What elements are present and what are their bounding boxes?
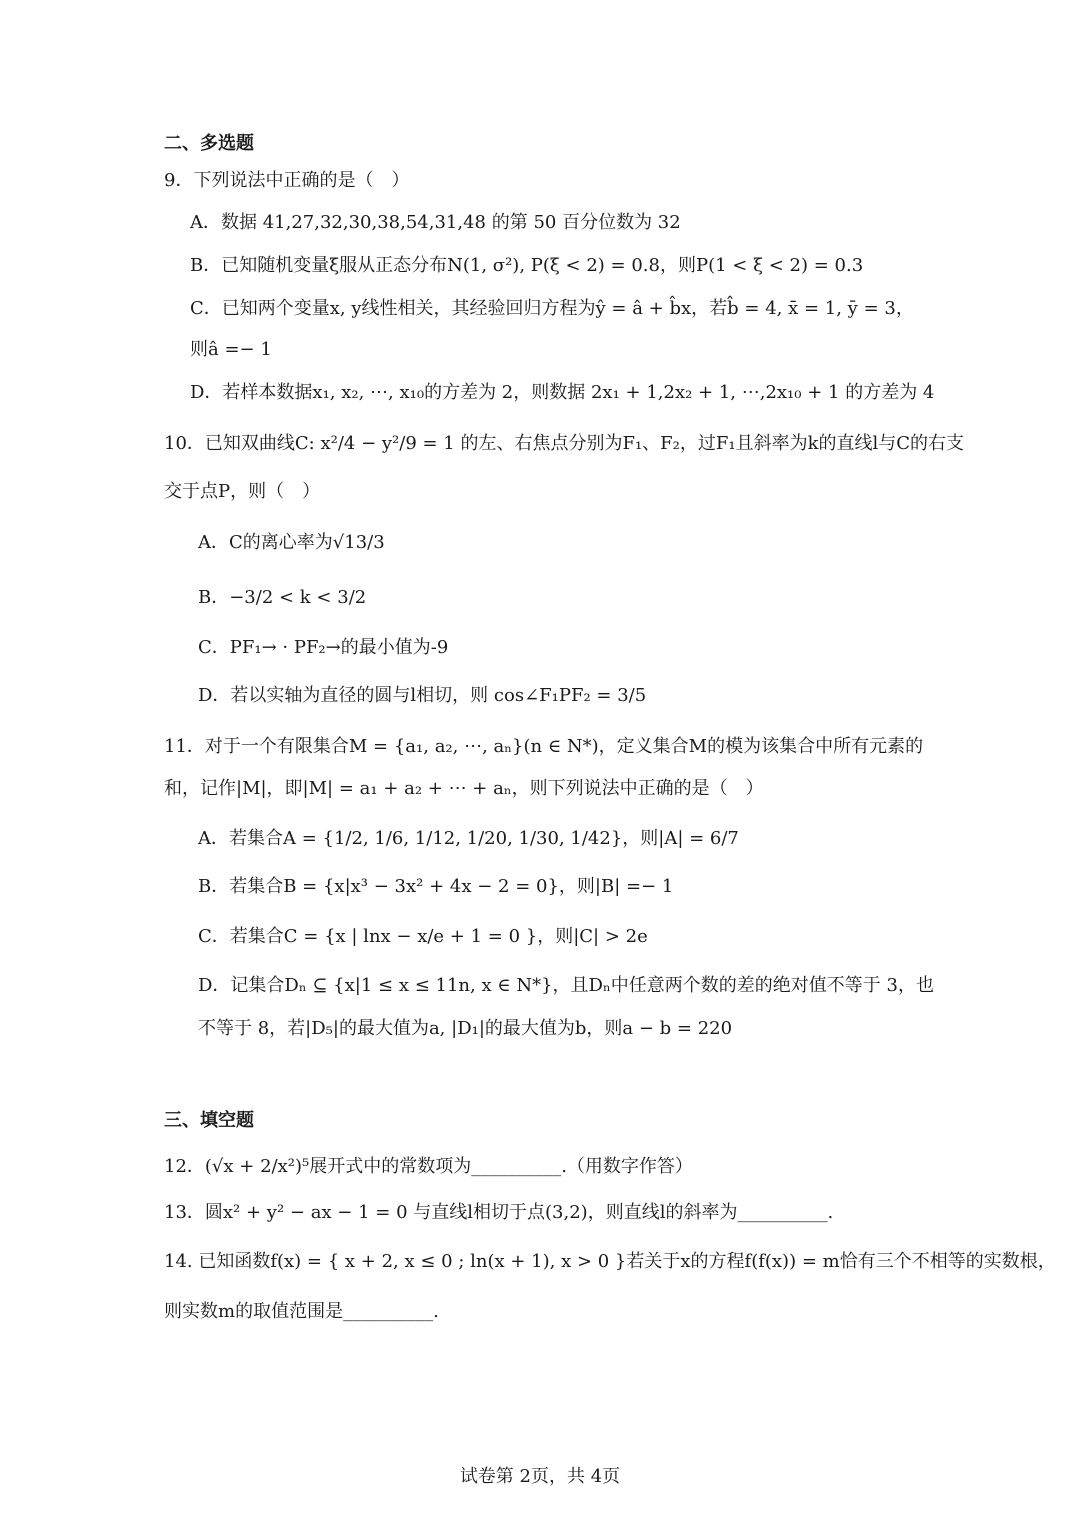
q11-option-c: C．若集合C = {x | lnx − x/e + 1 = 0 }，则|C| > 2e	[198, 926, 648, 947]
q14-line2: 则实数m的取值范围是__________.	[164, 1301, 439, 1322]
q10-option-c: C．PF₁→ · PF₂→的最小值为-9	[198, 637, 449, 658]
q9-option-a: A．数据 41,27,32,30,38,54,31,48 的第 50 百分位数为 32	[190, 212, 681, 233]
section-heading-fill-in: 三、填空题	[164, 1110, 254, 1131]
q9-option-c-line1: C．已知两个变量x, y线性相关，其经验回归方程为ŷ = â + b̂x，若b̂ = 4, x̄ = 1, ȳ = 3，	[190, 298, 914, 319]
q9-option-c-line2: 则â =− 1	[190, 339, 272, 360]
q9-stem: 9．下列说法中正确的是（ ）	[164, 170, 410, 191]
q9-option-b: B．已知随机变量ξ服从正态分布N(1, σ²), P(ξ < 2) = 0.8，则P(1 < ξ < 2) = 0.3	[190, 255, 864, 276]
q10-stem-line1: 10．已知双曲线C: x²/4 − y²/9 = 1 的左、右焦点分别为F₁、F₂，过F₁且斜率为k的直线l与C的右支	[164, 433, 965, 454]
q10-stem-line2: 交于点P，则（ ）	[164, 481, 321, 502]
q11-option-b: B．若集合B = {x|x³ − 3x² + 4x − 2 = 0}，则|B| =− 1	[198, 876, 674, 897]
q13: 13．圆x² + y² − ax − 1 = 0 与直线l相切于点(3,2)，则直线l的斜率为__________.	[164, 1202, 834, 1223]
q11-stem-line2: 和，记作|M|，即|M| = a₁ + a₂ + ⋯ + aₙ，则下列说法中正确的是（ ）	[164, 778, 764, 799]
q11-option-a: A．若集合A = {1/2, 1/6, 1/12, 1/20, 1/30, 1/42}，则|A| = 6/7	[198, 828, 739, 849]
q14-line1: 14. 已知函数f(x) = { x + 2, x ≤ 0 ; ln(x + 1), x > 0 }若关于x的方程f(f(x)) = m恰有三个不相等的实数根，	[164, 1251, 1056, 1272]
q10-option-a: A．C的离心率为√13/3	[198, 532, 385, 553]
q11-option-d-line2: 不等于 8，若|D₅|的最大值为a, |D₁|的最大值为b，则a − b = 220	[198, 1018, 733, 1039]
q12: 12．(√x + 2/x²)⁵展开式中的常数项为__________.（用数字作答）	[164, 1156, 693, 1177]
q11-stem-line1: 11．对于一个有限集合M = {a₁, a₂, ⋯, aₙ}(n ∈ N*)，定义集合M的模为该集合中所有元素的	[164, 736, 924, 757]
q10-option-d: D．若以实轴为直径的圆与l相切，则 cos∠F₁PF₂ = 3/5	[198, 685, 647, 706]
q10-option-b: B．−3/2 < k < 3/2	[198, 587, 367, 608]
page-footer: 试卷第 2页，共 4页	[459, 1466, 621, 1487]
section-heading-multiple-choice: 二、多选题	[164, 133, 254, 154]
q11-option-d-line1: D．记集合Dₙ ⊆ {x|1 ≤ x ≤ 11n, x ∈ N*}，且Dₙ中任意两个数的差的绝对值不等于 3，也	[198, 975, 934, 996]
q9-option-d: D．若样本数据x₁, x₂, ⋯, x₁₀的方差为 2，则数据 2x₁ + 1,2x₂ + 1, ⋯,2x₁₀ + 1 的方差为 4	[190, 382, 935, 403]
